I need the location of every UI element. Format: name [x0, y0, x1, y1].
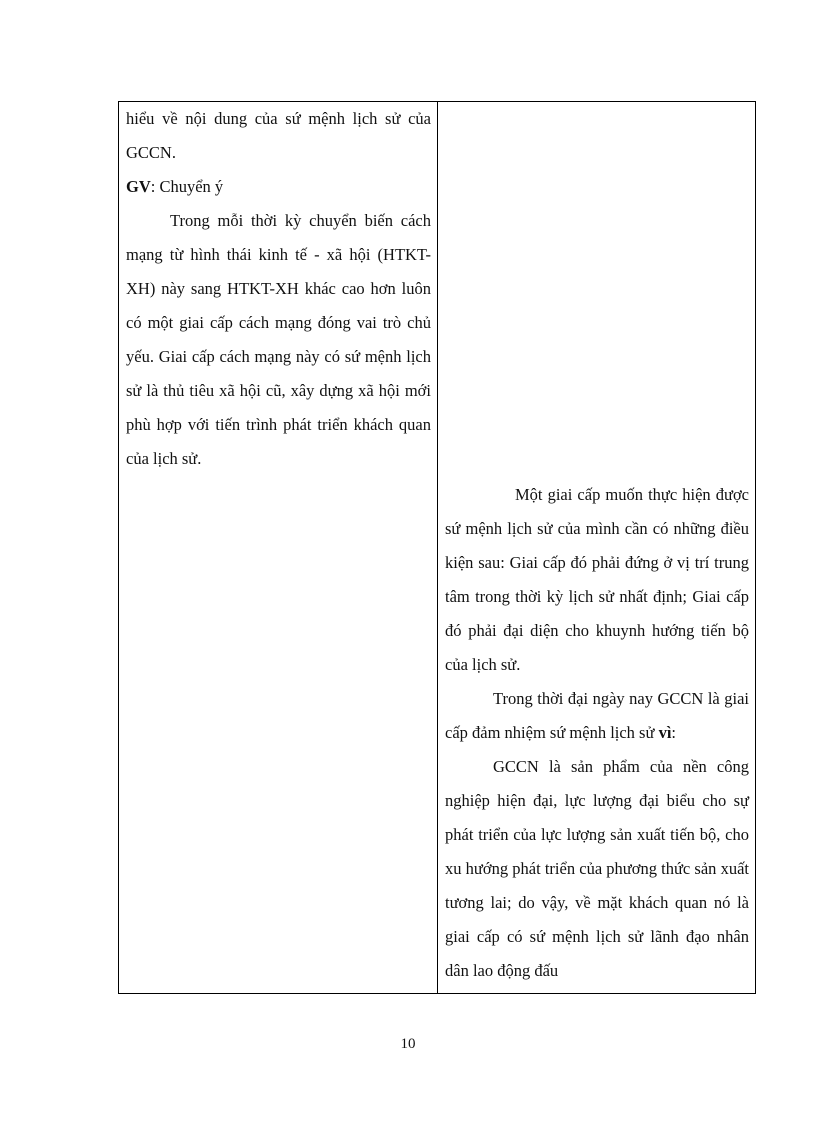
right-paragraph-1: Một giai cấp muốn thực hiện được sứ mệnh lịch sử của mình cần có những điều kiện sau: Giai cấp đó phải đứng ở vị trí trung tâm trong thời kỳ lịch sử nhất định; Giai cấp đó phải đại diện cho khuynh hướng tiến bộ của lịch sử. — [445, 485, 749, 674]
gv-text: : Chuyển ý — [150, 177, 224, 196]
right-paragraph-3: GCCN là sản phẩm của nền công nghiệp hiện đại, lực lượng đại biểu cho sự phát triển của lực lượng sản xuất tiến bộ, cho xu hướng phát triển của phương thức sản xuất tương lai; do vậy, về mặt khách quan nó là giai cấp có sứ mệnh lịch sử lãnh đạo nhân dân lao động đấu — [445, 757, 749, 980]
right-paragraph-2 — [445, 682, 749, 750]
left-column — [119, 102, 438, 993]
left-paragraph-3: Trong mỗi thời kỳ chuyển biến cách mạng từ hình thái kinh tế - xã hội (HTKT-XH) này sang HTKT-XH khác cao hơn luôn có một giai cấp cách mạng đóng vai trò chủ yếu. Giai cấp cách mạng này có sứ mệnh lịch sử là thủ tiêu xã hội cũ, xây dựng xã hội mới phù hợp với tiến trình phát triển khách quan của lịch sử. — [126, 211, 431, 468]
left-paragraph-1: hiểu về nội dung của sứ mệnh lịch sử của GCCN. — [126, 109, 431, 162]
content-table — [118, 101, 756, 994]
page-number: 10 — [400, 1036, 416, 1052]
gv-label: GV — [126, 177, 151, 196]
right-paragraph-2-end: : — [671, 723, 676, 742]
right-paragraph-2-text: Trong thời đại ngày nay GCCN là giai cấp đảm nhiệm sứ mệnh lịch sử — [445, 689, 749, 742]
right-paragraph-2-bold: vì — [658, 723, 672, 742]
gv-transition — [126, 170, 431, 204]
right-column — [438, 102, 755, 993]
